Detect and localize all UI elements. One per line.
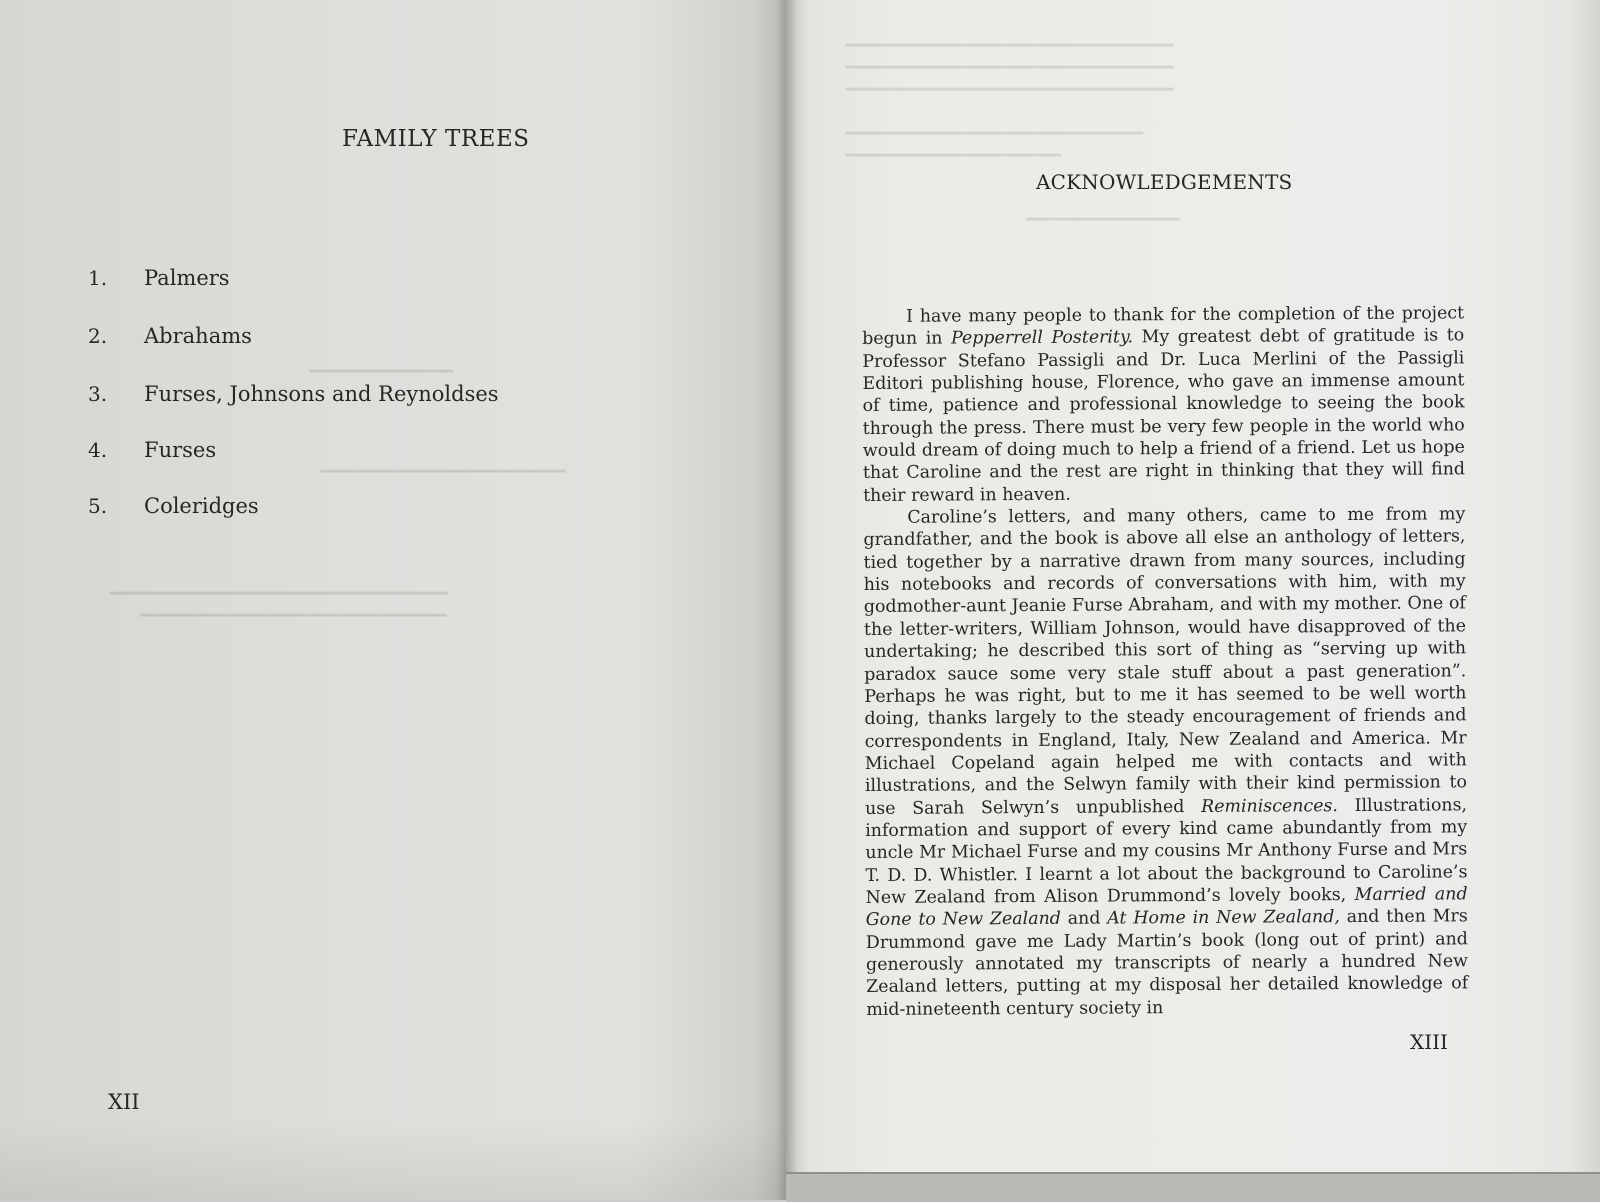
show-through-text: ━━━━━━━━━━━━━━━━━━━━━━━━━━━━━━━━━ <box>110 584 448 604</box>
text-run: My greatest debt of gratitude is to Professor Stefano Passigli and Dr. Luca Merlini of the Passigli Editori publishing house, Florence, who gave an immense amount of time, patience and professional knowledge to seeing the book through the press. There must be very few people in the world who would dream of doing much to help a friend of a friend. Let us hope that Caroline and the rest are right in thinking that they will find their reward in heaven. <box>862 325 1466 506</box>
acknowledgements-text <box>862 302 1468 1021</box>
show-through-text: ━━━━━━━━━━━━━━━ <box>1026 210 1180 230</box>
family-tree-entry <box>88 324 768 354</box>
page-shadow <box>0 1120 786 1200</box>
show-through-text: ━━━━━━━━━━━━━━━━━━━━━━━━━━━━━━━━ <box>846 80 1174 100</box>
entry-name: Coleridges <box>144 494 259 518</box>
paragraph <box>862 302 1465 507</box>
text-run: and then Mrs Drummond gave me Lady Martin’s book (long out of print) and generously annotated my transcripts of nearly a hundred New Zealand letters, putting at my disposal her detailed knowledge of mid-nineteenth century society in <box>865 906 1469 1020</box>
show-through-text: ━━━━━━━━━━━━━━━━━━━━━━━━━━━━━━━━ <box>846 36 1174 56</box>
italic-title: At Home in New Zealand, <box>1107 907 1340 929</box>
page-edge <box>786 1172 1600 1202</box>
family-tree-entry <box>88 266 768 296</box>
italic-title: Reminiscences. <box>1201 795 1338 817</box>
show-through-text: ━━━━━━━━━━━━━━━━━━━━━━━━━━━━━━━━ <box>846 58 1174 78</box>
text-run: Illustrations, information and support of every kind came abundantly from my uncle Mr Michael Furse and my cousins Mr Anthony Furse and Mrs T. D. D. Whistler. I learnt a lot about the background to Caroline’s New Zealand from Alison Drummond’s lovely books, <box>865 794 1468 908</box>
entry-number: 4. <box>88 438 108 462</box>
text-run: Caroline’s letters, and many others, came to me from my grandfather, and the book is above all else an anthology of letters, tied together by a narrative drawn from many sources, including his notebooks and records of conversations with him, with my godmother-aunt Jeanie Furse Abraham, and with my mother. One of the letter-writers, William Johnson, would have disapproved of the undertaking; he described this sort of thing as “serving up with paradox sauce some very stale stuff about a past generation”. Perhaps he was right, but to me it has seemed to be well worth doing, thanks largely to the steady encouragement of friends and correspondents in England, Italy, New Zealand and America. Mr Michael Copeland again helped me with contacts and with illustrations, and the Selwyn family with their kind permission to use Sarah Selwyn’s unpublished <box>863 504 1467 819</box>
family-tree-entry <box>88 382 768 412</box>
show-through-text: ━━━━━━━━━━━━━━━━━━━━━━━━ <box>320 462 566 482</box>
paragraph <box>863 503 1468 1021</box>
page-number: XII <box>108 1090 140 1114</box>
italic-title: Pepperrell Posterity. <box>950 327 1134 349</box>
family-tree-entry <box>88 438 768 468</box>
entry-name: Palmers <box>144 266 230 290</box>
entry-number: 1. <box>88 266 108 290</box>
text-run: I have many people to thank for the completion of the project begun in <box>862 303 1465 350</box>
entry-number: 5. <box>88 494 108 518</box>
entry-number: 3. <box>88 382 108 406</box>
page-number: XIII <box>1410 1030 1448 1054</box>
entry-name: Abrahams <box>144 324 252 348</box>
left-page <box>0 0 786 1200</box>
family-tree-entry <box>88 494 768 524</box>
show-through-text: ━━━━━━━━━━━━━━━━━━━━━ <box>846 146 1061 166</box>
show-through-text: ━━━━━━━━━━━━━━━━━━━━━━━━━━━━━ <box>846 124 1143 144</box>
section-title: ACKNOWLEDGEMENTS <box>1036 170 1293 194</box>
show-through-text: ━━━━━━━━━━━━━━━━━━━━━━━━━━━━━━ <box>140 606 448 626</box>
page-title: FAMILY TREES <box>342 126 530 152</box>
entry-name: Furses, Johnsons and Reynoldses <box>144 382 499 406</box>
text-run: and <box>1060 908 1108 930</box>
italic-title: Married and Gone to New Zealand <box>865 884 1468 931</box>
entry-name: Furses <box>144 438 217 462</box>
entry-number: 2. <box>88 324 108 348</box>
book-gutter <box>776 0 798 1200</box>
show-through-text: ━━━━━━━━━━━━━━ <box>310 362 454 382</box>
